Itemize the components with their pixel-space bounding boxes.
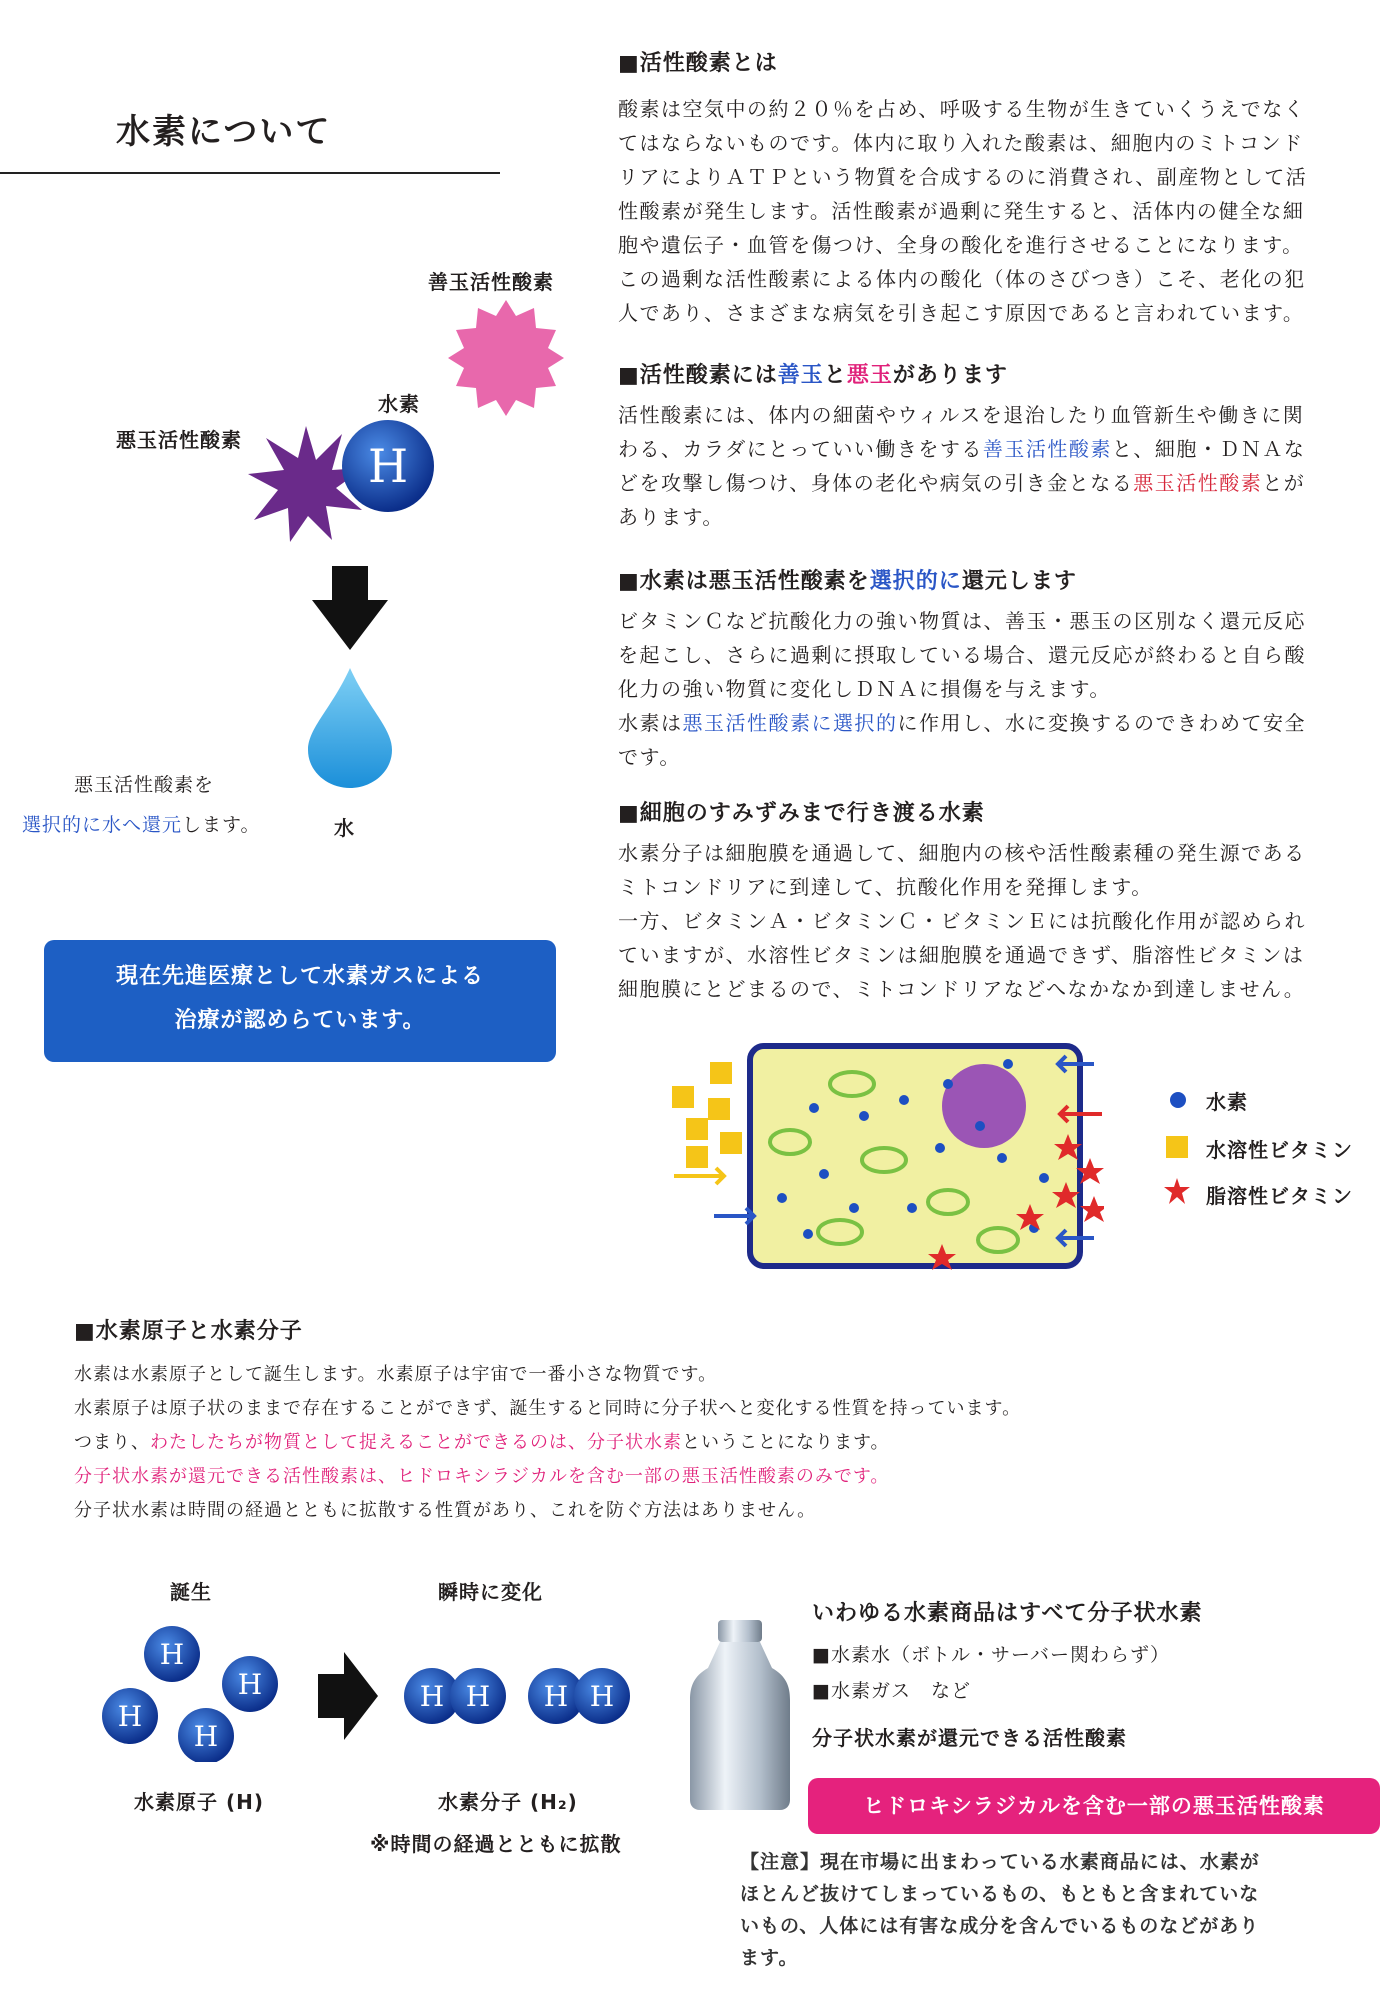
svg-text:H: H: [543, 1680, 569, 1713]
svg-text:H: H: [193, 1720, 219, 1753]
section-body-selective: ビタミンＣなど抗酸化力の強い物質は、善玉・悪玉の区別なく還元反応 を起こし、さらに過剰に摂取している場合、還元反応が終わると自ら酸 化力の強い物質に変化しＤＮＡに損傷を与えます。 水素は悪玉活性酸素に選択的に作用し、水に変換するのできわめて安全 です。: [618, 609, 1306, 769]
hydrogen-atom-icon: [340, 418, 436, 514]
legend-hydrogen-dot: [1170, 1092, 1186, 1108]
caution-note: 【注意】現在市場に出まわっている水素商品には、水素が ほとんど抜けてしまっているもの、もともと含まれていな いもの、人体には有害な成分を含んでいるものなどがあり ます。: [740, 1851, 1260, 1969]
section-heading-cell: ■細胞のすみずみまで行き渡る水素: [618, 801, 985, 826]
section-body-atom-molecule: 水素は水素原子として誕生します。水素原子は宇宙で一番小さな物質です。 水素原子は原子状のままで存在することができず、誕生すると同時に分子状へと変化する性質を持っています。 つまり、わたしたちが物質として捉えることができるのは、分子状水素ということになります。 分子状水素が還元できる活性酸素は、ヒドロキシラジカルを含む一部の悪玉活性酸素のみです。 分子状水素は時間の経過とともに拡散する性質があり、これを防ぐ方法はありません。: [74, 1364, 1022, 1521]
section-body-good-bad: 活性酸素には、体内の細菌やウィルスを退治したり血管新生や働きに関 わる、カラダにとっていい働きをする善玉活性酸素と、細胞・ＤＮＡな どを攻撃し傷つけ、身体の老化や病気の引き金となる悪玉活性酸素とが あります。: [618, 403, 1306, 529]
svg-text:H: H: [419, 1680, 445, 1713]
advanced-medicine-callout: 現在先進医療として水素ガスによる 治療が認めらています。: [44, 940, 556, 1062]
bad-ros-label: 悪玉活性酸素: [116, 428, 242, 452]
section-heading-ros: ■活性酸素とは: [618, 51, 778, 76]
molecule-label: 水素分子 (H₂): [438, 1790, 578, 1814]
cell-membrane: [750, 1046, 1080, 1266]
cell-diagram: [664, 1038, 1104, 1278]
birth-label: 誕生: [170, 1580, 212, 1604]
diagram-caption-1: 悪玉活性酸素を: [74, 774, 215, 796]
title-rule: [0, 172, 500, 174]
hydroxyl-radical-callout: ヒドロキシラジカルを含む一部の悪玉活性酸素: [808, 1778, 1380, 1834]
products-item-water: ■水素水（ボトル・サーバー関わらず）: [812, 1644, 1171, 1666]
atom-label: 水素原子 (H): [134, 1790, 264, 1814]
hydrogen-label: 水素: [378, 392, 420, 416]
legend-fat-soluble-star: [1164, 1178, 1190, 1204]
svg-text:H: H: [367, 439, 409, 493]
svg-text:H: H: [159, 1638, 185, 1671]
products-item-gas: ■水素ガス など: [812, 1680, 971, 1702]
diffuse-note: ※時間の経過とともに拡散: [370, 1832, 622, 1856]
section-body-ros: 酸素は空気中の約２０％を占め、呼吸する生物が生きていくうえでなく てはならないものです。体内に取り入れた酸素は、細胞内のミトコンド リアによりＡＴＰという物質を合成するのに消費され、副産物として活 性酸素が発生します。活性酸素が過剰に発生すると、活体内の健全な細 胞や遺伝子・血管を傷つけ、全身の酸化を進行させることになります。 この過剰な活性酸素による体内の酸化（体のさびつき）こそ、老化の犯 人であり、さまざまな病気を引き起こす原因であると言われています。: [618, 97, 1308, 325]
products-subheading: 分子状水素が還元できる活性酸素: [812, 1726, 1127, 1750]
atom-molecule-diagram: [96, 1612, 656, 1762]
instant-change-label: 瞬時に変化: [438, 1580, 543, 1604]
legend-hydrogen-label: 水素: [1206, 1090, 1248, 1114]
section-heading-good-bad: ■活性酸素には善玉と悪玉があります: [618, 363, 1008, 388]
svg-text:H: H: [237, 1668, 263, 1701]
diagram-caption-2: 選択的に水へ還元します。: [22, 814, 261, 836]
hydrogen-water-bottle-icon: [690, 1620, 790, 1810]
nucleus: [942, 1064, 1026, 1148]
svg-text:H: H: [465, 1680, 491, 1713]
legend-fat-soluble-label: 脂溶性ビタミン: [1206, 1184, 1353, 1208]
legend-water-soluble-label: 水溶性ビタミン: [1206, 1138, 1353, 1162]
water-drop-icon: [308, 668, 392, 788]
products-heading: いわゆる水素商品はすべて分子状水素: [812, 1601, 1203, 1626]
legend-water-soluble-square: [1166, 1136, 1188, 1158]
page-title: 水素について: [116, 112, 332, 152]
svg-text:H: H: [589, 1680, 615, 1713]
down-arrow-icon: [312, 566, 388, 650]
good-ros-icon: [444, 296, 568, 420]
good-ros-label: 善玉活性酸素: [428, 270, 554, 294]
section-body-cell: 水素分子は細胞膜を通過して、細胞内の核や活性酸素種の発生源である ミトコンドリアに到達して、抗酸化作用を発揮します。 一方、ビタミンＡ・ビタミンＣ・ビタミンＥには抗酸化作用が認められ ていますが、水溶性ビタミンは細胞膜を通過できず、脂溶性ビタミンは 細胞膜にとどまるので、ミトコンドリアなどへなかなか到達しません。: [618, 841, 1306, 1001]
water-label: 水: [334, 816, 355, 840]
section-heading-selective: ■水素は悪玉活性酸素を選択的に還元します: [618, 569, 1077, 594]
svg-text:H: H: [117, 1700, 143, 1733]
section-heading-atom-molecule: ■水素原子と水素分子: [74, 1319, 303, 1344]
